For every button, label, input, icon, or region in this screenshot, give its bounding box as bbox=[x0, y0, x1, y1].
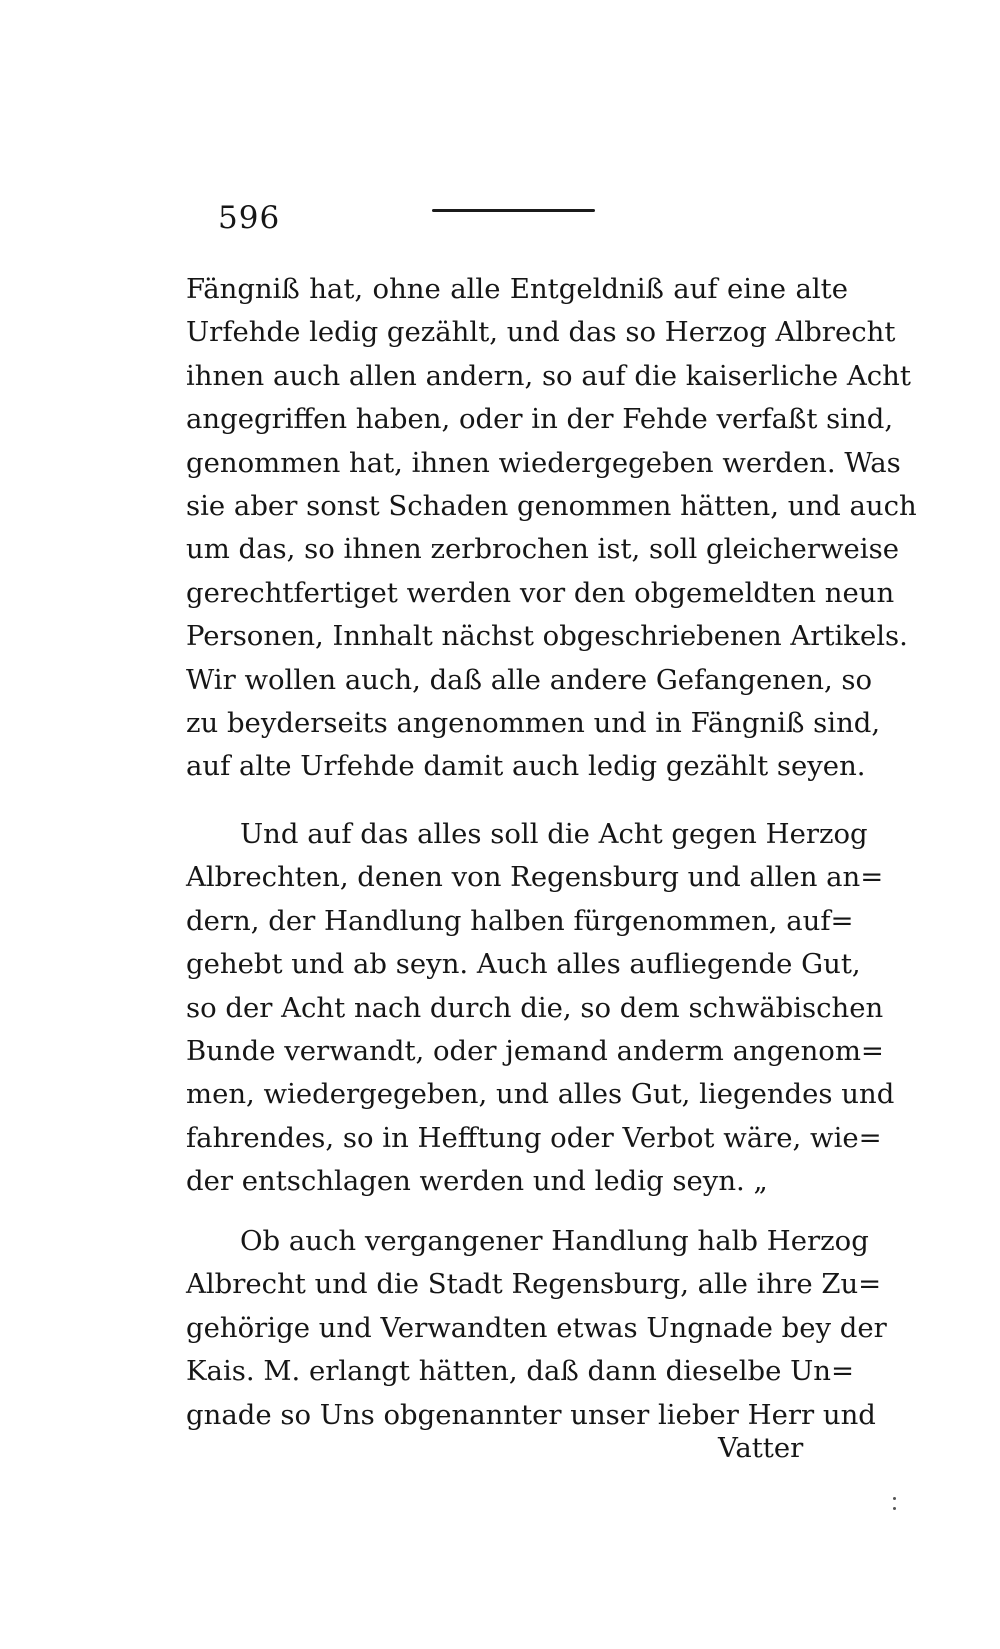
text-line: Urfehde ledig gezählt, und das so Herzog Albrecht bbox=[186, 316, 896, 349]
text-line: ihnen auch allen andern, so auf die kaiserliche Acht bbox=[186, 359, 911, 392]
text-line: dern, der Handlung halben fürgenommen, auf= bbox=[186, 904, 854, 937]
text-line: gnade so Uns obgenannter unser lieber Herr und bbox=[186, 1398, 876, 1431]
text-line: Bunde verwandt, oder jemand anderm angenom= bbox=[186, 1035, 884, 1068]
text-line: zu beyderseits angenommen und in Fängniß sind, bbox=[186, 707, 881, 740]
paragraph-3 bbox=[186, 1220, 887, 1437]
catchword: Vatter bbox=[718, 1432, 804, 1464]
text-line: Albrecht und die Stadt Regensburg, alle ihre Zu= bbox=[186, 1268, 882, 1301]
text-line: Fängniß hat, ohne alle Entgeldniß auf eine alte bbox=[186, 273, 848, 305]
paragraph-2 bbox=[186, 813, 895, 1204]
header-rule bbox=[432, 209, 595, 212]
text-line: fahrendes, so in Hefftung oder Verbot wäre, wie= bbox=[186, 1121, 882, 1154]
text-line: so der Acht nach durch die, so dem schwäbischen bbox=[186, 991, 884, 1024]
text-line: genommen hat, ihnen wiedergegeben werden. Was bbox=[186, 446, 901, 479]
text-line: um das, so ihnen zerbrochen ist, soll gleicherweise bbox=[186, 533, 899, 566]
paper-speck bbox=[893, 1507, 896, 1510]
text-line: Ob auch vergangener Handlung halb Herzog bbox=[240, 1225, 869, 1257]
paper-speck bbox=[893, 1497, 896, 1500]
text-line: men, wiedergegeben, und alles Gut, liegendes und bbox=[186, 1078, 895, 1111]
text-line: Wir wollen auch, daß alle andere Gefangenen, so bbox=[186, 663, 873, 696]
text-line: gehörige und Verwandten etwas Ungnade bey der bbox=[186, 1311, 887, 1344]
text-line: angegriffen haben, oder in der Fehde verfaßt sind, bbox=[186, 403, 894, 436]
text-line: sie aber sonst Schaden genommen hätten, und auch bbox=[186, 490, 917, 523]
paragraph-1 bbox=[186, 268, 917, 789]
text-line: gerechtfertiget werden vor den obgemeldten neun bbox=[186, 576, 895, 609]
text-line: auf alte Urfehde damit auch ledig gezählt seyen. bbox=[186, 750, 866, 783]
text-line: der entschlagen werden und ledig seyn. „ bbox=[186, 1165, 768, 1198]
text-line: Albrechten, denen von Regensburg und allen an= bbox=[186, 861, 884, 894]
text-line: Personen, Innhalt nächst obgeschriebenen Artikels. bbox=[186, 620, 908, 653]
text-line: Und auf das alles soll die Acht gegen Herzog bbox=[240, 818, 868, 850]
page-number: 596 bbox=[218, 200, 281, 236]
text-line: Kais. M. erlangt hätten, daß dann dieselbe Un= bbox=[186, 1355, 855, 1388]
text-line: gehebt und ab seyn. Auch alles aufliegende Gut, bbox=[186, 948, 861, 981]
